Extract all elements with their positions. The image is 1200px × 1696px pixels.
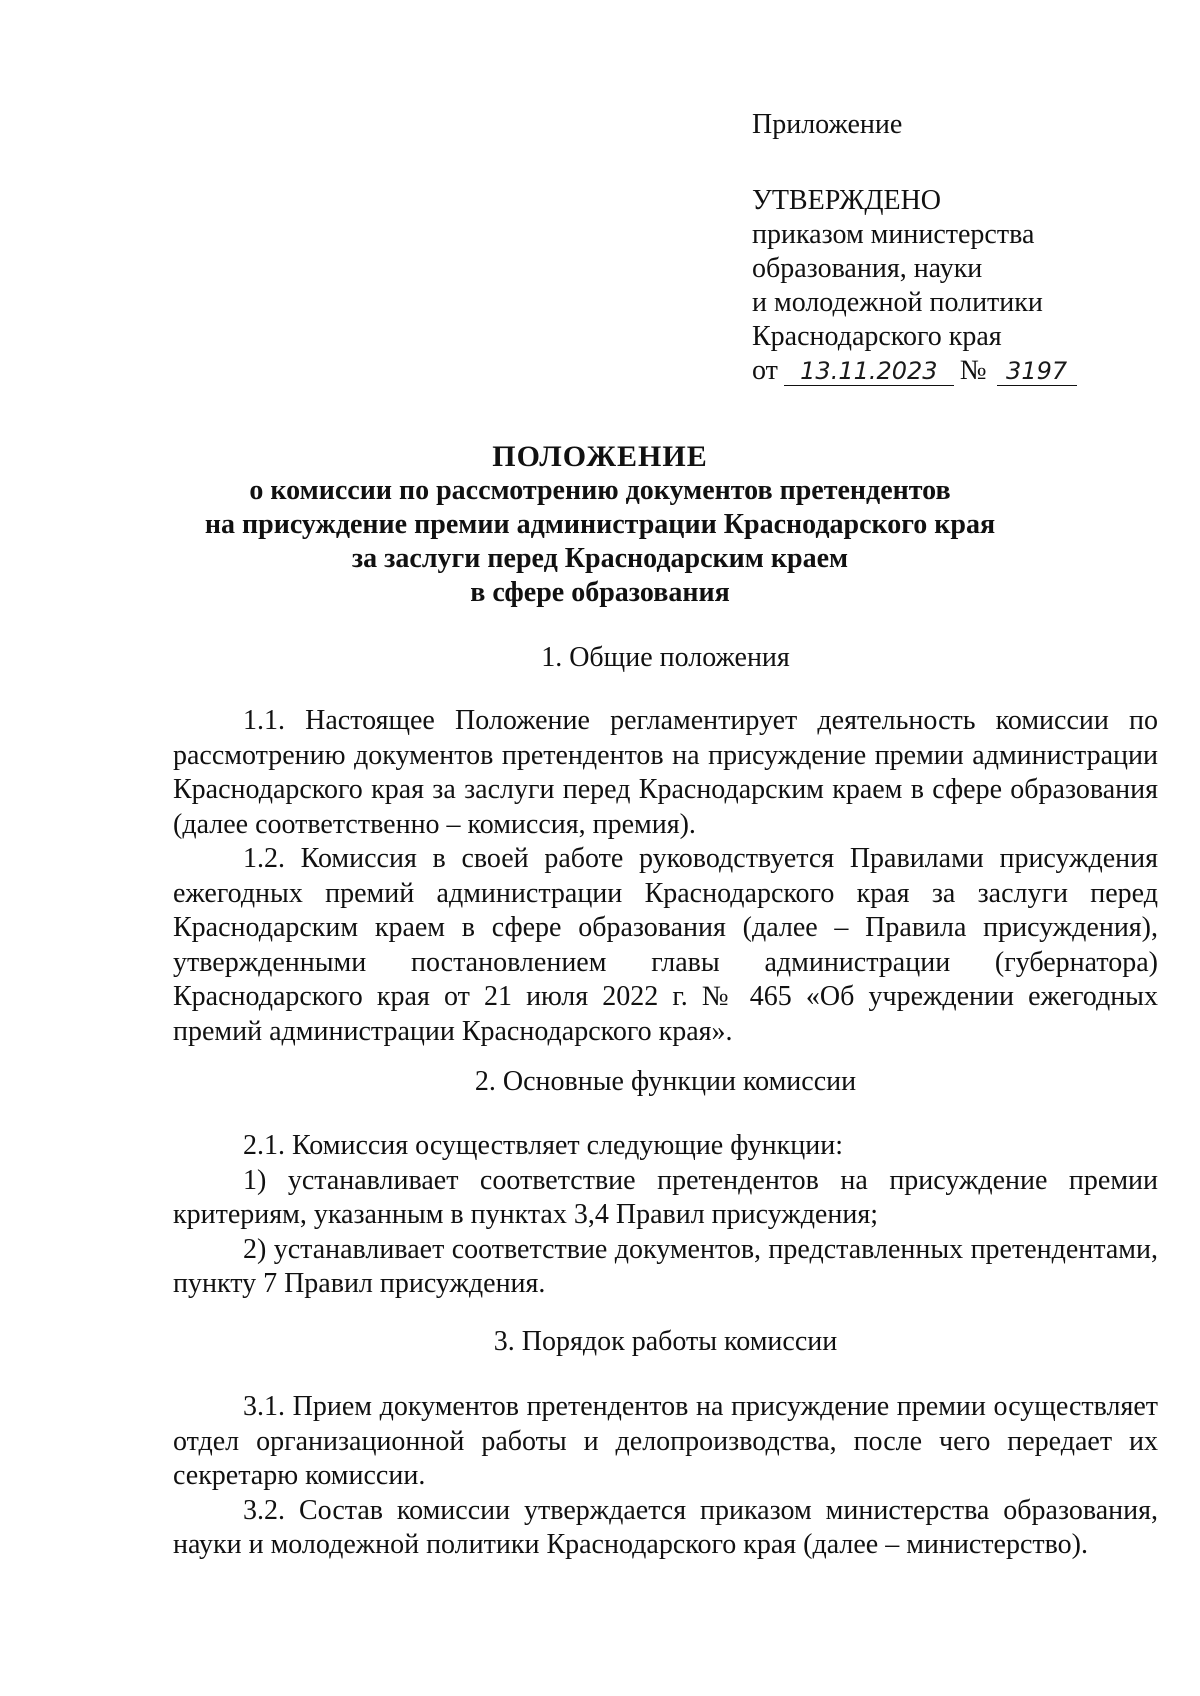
paragraph-3-1: 3.1. Прием документов претендентов на присуждение премии осуществляет отдел организационной работы и делопроизводства, после чего передает их секретарю комиссии.: [173, 1391, 1158, 1491]
paragraph-1-2: 1.2. Комиссия в своей работе руководствуется Правилами присуждения ежегодных премий администрации Краснодарского края за заслуги перед Краснодарским краем в сфере образования (далее – Правила присуждения), утвержденными постановлением главы администрации (губернатора) Краснодарского края от 21 июля 2022 г. № 465 «Об учреждении ежегодных премий администрации Краснодарского края».: [173, 843, 1158, 1047]
section-1-heading: 1. Общие положения: [541, 642, 790, 673]
approval-block: [752, 108, 1172, 388]
number-label: №: [959, 355, 987, 386]
approval-line-1: приказом министерства: [752, 219, 1035, 250]
paragraph-2-item-1: 1) устанавливает соответствие претендентов на присуждение премии критериям, указанным в пунктах 3,4 Правил присуждения;: [173, 1164, 1158, 1230]
from-label: от: [752, 355, 778, 386]
title-sub-4: в сфере образования: [470, 577, 730, 608]
appendix-label: Приложение: [752, 109, 903, 140]
title-sub-2: на присуждение премии администрации Краснодарского края: [204, 509, 996, 540]
approval-line-3: и молодежной политики: [752, 287, 1043, 318]
approval-line-4: Краснодарского края: [752, 321, 1002, 352]
title-main: ПОЛОЖЕНИЕ: [492, 440, 708, 473]
section-3-body: [173, 1390, 1158, 1563]
approval-date-number-line: [752, 354, 1172, 388]
handwritten-number: 3197: [997, 357, 1077, 386]
paragraph-2-item-2: 2) устанавливает соответствие документов, представленных претендентами, пункту 7 Правил присуждения.: [173, 1233, 1158, 1299]
title-sub-1: о комиссии по рассмотрению документов претендентов: [249, 475, 951, 506]
approval-line-2: образования, науки: [752, 253, 983, 284]
title-sub-3: за заслуги перед Краснодарским краем: [351, 543, 849, 574]
section-1-body: [173, 704, 1158, 1049]
section-3-heading: 3. Порядок работы комиссии: [493, 1326, 838, 1357]
paragraph-1-1: 1.1. Настоящее Положение регламентирует деятельность комиссии по рассмотрению документов претендентов на присуждение премии администрации Краснодарского края за заслуги перед Краснодарским краем в сфере образования (далее соответственно – комиссия, премия).: [173, 705, 1158, 840]
approved-label: УТВЕРЖДЕНО: [752, 185, 942, 216]
paragraph-2-1: 2.1. Комиссия осуществляет следующие функции:: [243, 1130, 844, 1161]
document-title: [180, 440, 1020, 610]
section-2-heading: 2. Основные функции комиссии: [474, 1066, 857, 1097]
paragraph-3-2: 3.2. Состав комиссии утверждается приказом министерства образования, науки и молодежной политики Краснодарского края (далее – министерство).: [173, 1494, 1158, 1560]
handwritten-date: 13.11.2023: [784, 357, 954, 386]
section-2-body: [173, 1129, 1158, 1302]
